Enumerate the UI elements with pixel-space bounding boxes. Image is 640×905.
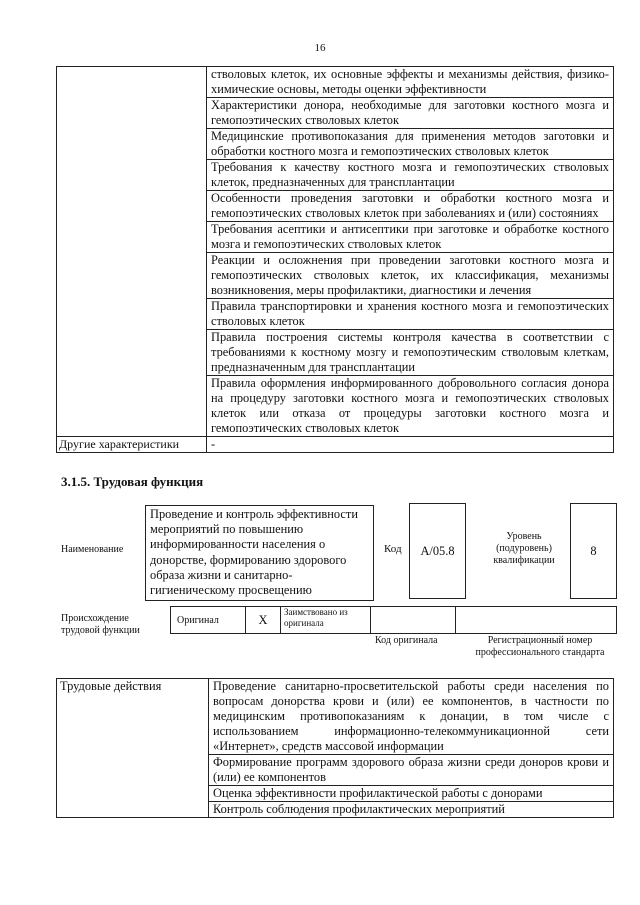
origin-mark: X xyxy=(246,607,281,634)
requirement-row: Правила оформления информированного добровольного согласия донора на процедуру заготовки костного мозга и гемопоэтических стволовых клеток или отказа от процедуры заготовки костного мозга и гемопоэтических стволовых клеток xyxy=(207,376,614,437)
requirement-row: Требования асептики и антисептики при заготовке и обработке костного мозга и гемопоэтических стволовых клеток xyxy=(207,222,614,253)
labor-action-row: Оценка эффективности профилактической работы с донорами xyxy=(209,786,614,802)
requirement-row: Правила транспортировки и хранения костного мозга и гемопоэтических стволовых клеток xyxy=(207,299,614,330)
origin-original-cell: Оригинал xyxy=(171,607,246,634)
origin-code-caption: Код оригинала xyxy=(375,635,438,646)
function-name-box: Проведение и контроль эффективности мероприятий по повышению информированности населения о донорстве, формированию здорового образа жизни и санитарно-гигиеническому просвещению xyxy=(145,505,374,601)
origin-code-cell xyxy=(371,607,456,634)
code-value: A/05.8 xyxy=(409,503,466,599)
other-characteristics-label: Другие характеристики xyxy=(57,437,207,453)
requirement-row: Реакции и осложнения при проведении заготовки костного мозга и гемопоэтических стволовых клеток, их классификация, механизмы возникновения, меры профилактики, диагностики и лечения xyxy=(207,253,614,299)
requirement-row: Характеристики донора, необходимые для заготовки костного мозга и гемопоэтических стволовых клеток xyxy=(207,98,614,129)
requirement-row: Требования к качеству костного мозга и гемопоэтических стволовых клеток, предназначенных для трансплантации xyxy=(207,160,614,191)
requirement-row: Медицинские противопоказания для применения методов заготовки и обработки костного мозга и гемопоэтических стволовых клеток xyxy=(207,129,614,160)
requirements-label-cell xyxy=(57,67,207,437)
labor-action-row: Формирование программ здорового образа жизни среди доноров крови и (или) ее компонентов xyxy=(209,755,614,786)
section-title: 3.1.5. Трудовая функция xyxy=(61,474,204,489)
labor-action-row: Проведение санитарно-просветительской работы среди населения по вопросам донорства крови и (или) ее компонентов, в частности по медицинским противопоказаниям к донации, в том числе с использованием информационно-телекоммуникационной сети «Интернет», средств массовой информации xyxy=(209,679,614,755)
origin-reg-cell xyxy=(456,607,617,634)
requirement-row: Правила построения системы контроля качества в соответствии с требованиями к костному мозгу и гемопоэтическим стволовым клеткам, предназначенным для трансплантации xyxy=(207,330,614,376)
level-value: 8 xyxy=(570,503,617,599)
requirement-row: Особенности проведения заготовки и обработки костного мозга и гемопоэтических стволовых клеток при заболеваниях и (или) состояниях xyxy=(207,191,614,222)
other-characteristics-value: - xyxy=(207,437,614,453)
origin-reg-caption: Регистрационный номер профессионального стандарта xyxy=(475,635,605,658)
origin-borrowed-cell: Заимствовано из оригинала xyxy=(281,607,371,634)
name-label: Наименование xyxy=(61,544,124,555)
labor-action-row: Контроль соблюдения профилактических мероприятий xyxy=(209,802,614,818)
labor-actions-label: Трудовые действия xyxy=(57,679,209,818)
requirement-row: стволовых клеток, их основные эффекты и механизмы действия, физико-химические основы, методы оценки эффективности xyxy=(207,67,614,98)
requirements-table xyxy=(56,66,614,453)
page-number: 16 xyxy=(314,42,326,54)
origin-label: Происхождение трудовой функции xyxy=(61,613,140,636)
code-label: Код xyxy=(384,543,402,555)
origin-table xyxy=(170,606,617,634)
labor-actions-table xyxy=(56,678,614,818)
level-label: Уровень (подуровень) квалификации xyxy=(493,531,555,566)
